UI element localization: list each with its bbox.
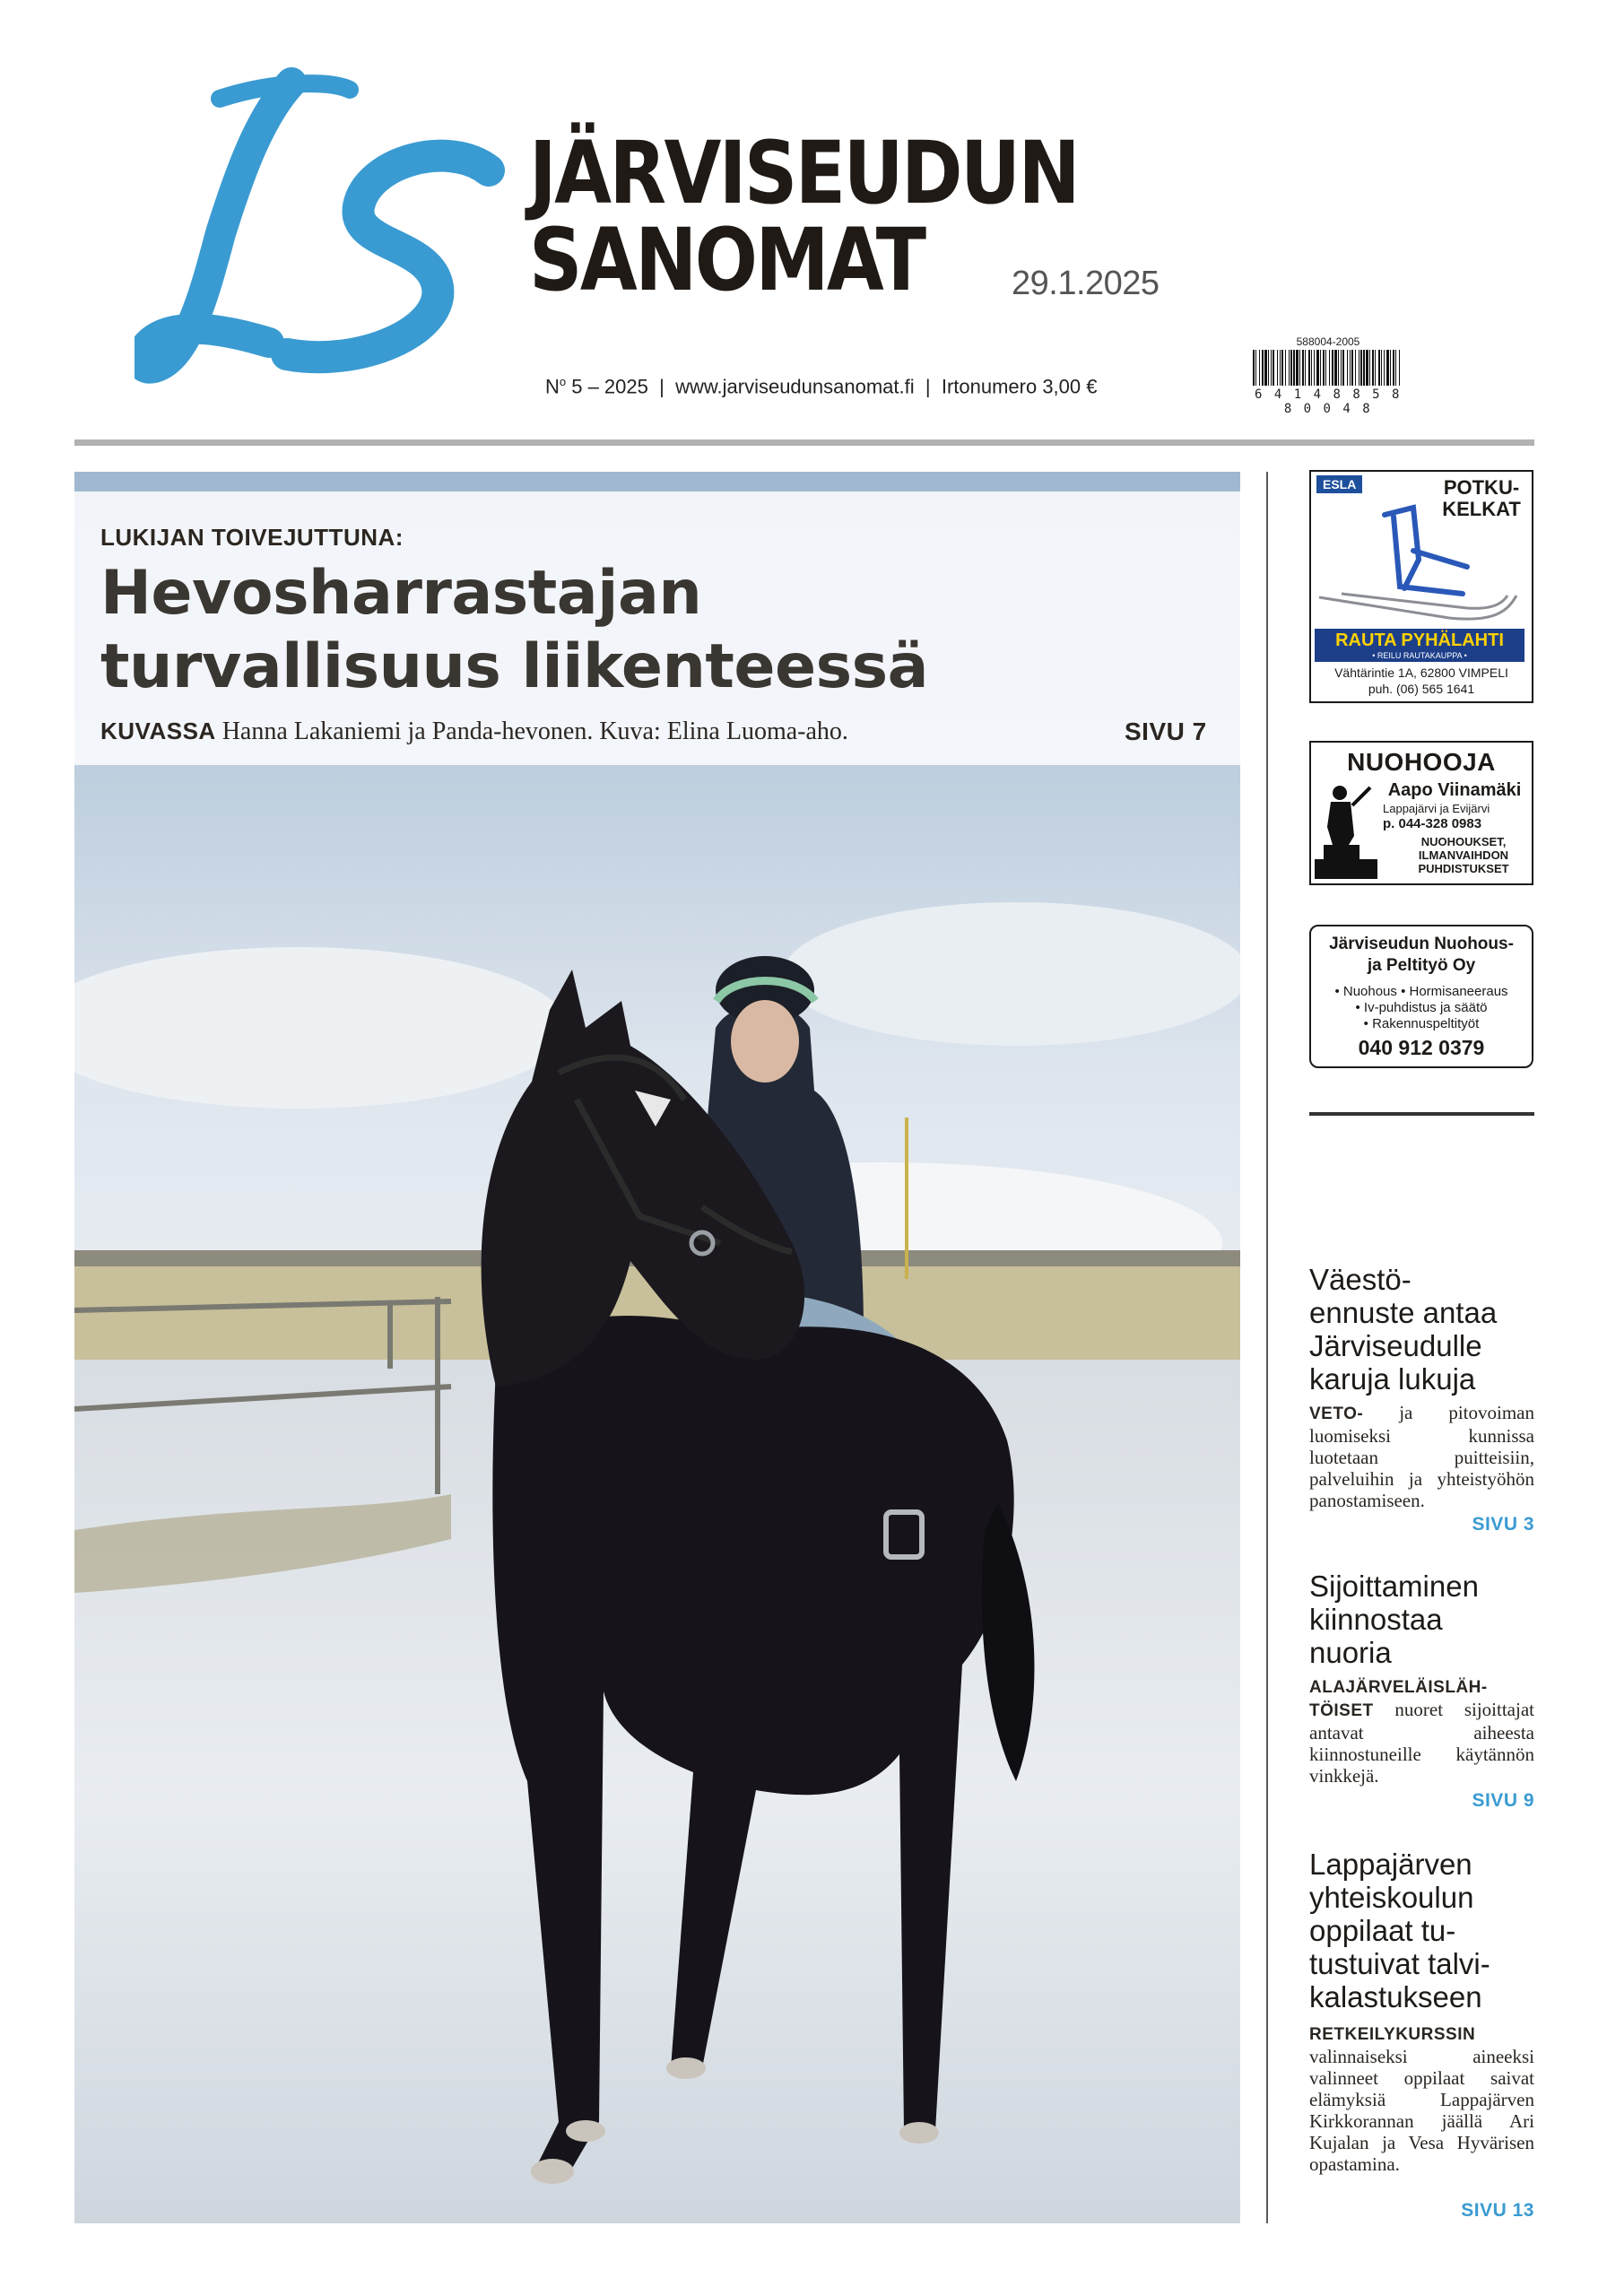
barcode-bar [1386, 350, 1389, 386]
ad3-service1: • Nuohous • Hormisaneeraus [1334, 984, 1508, 999]
side-story-3-title-line: tustuivat talvi- [1309, 1947, 1490, 1980]
masthead-name-line1: JÄRVISEUDUN [529, 123, 1078, 223]
barcode-bar [1375, 350, 1376, 386]
caption-label: KUVASSA [100, 718, 216, 744]
barcode-bar [1277, 350, 1278, 386]
barcode-bar [1372, 350, 1374, 386]
barcode-bar [1281, 350, 1283, 386]
side-story-3-title-line: oppilaat tu- [1309, 1914, 1456, 1947]
masthead-name-line2: SANOMAT [529, 210, 925, 310]
side-story-3-page-ref[interactable]: SIVU 13 [1461, 2200, 1534, 2221]
barcode-bar [1332, 350, 1333, 386]
ad2-name: Aapo Viinamäki [1387, 780, 1522, 800]
side-story-3-title[interactable] [1309, 1848, 1490, 2013]
barcode-bar [1299, 350, 1300, 386]
lead-headline[interactable] [100, 557, 1132, 704]
website-link[interactable]: www.jarviseudunsanomat.fi [675, 375, 915, 398]
barcode-bar [1255, 350, 1256, 386]
lead-kicker: LUKIJAN TOIVEJUTTUNA: [100, 524, 404, 551]
barcode-bar [1268, 350, 1269, 386]
side-story-2-text: nuoret sijoittajat antavat aiheesta kiinnostuneille käytännön vinkkejä. [1309, 1699, 1534, 1787]
side-story-3-title-line: kalastukseen [1309, 1980, 1482, 2013]
price: Irtonumero 3,00 € [941, 375, 1098, 398]
barcode-bar [1302, 350, 1304, 386]
barcode-bar [1293, 350, 1295, 386]
side-stories-rule [1309, 1112, 1534, 1116]
side-story-2-title-line: nuoria [1309, 1636, 1392, 1669]
barcode-bar [1323, 350, 1325, 386]
ad2-services [1397, 835, 1530, 875]
barcode-bar [1262, 350, 1264, 386]
side-story-1-title-line: Väestö- [1309, 1263, 1412, 1296]
side-story-3-lead-word: RETKEILYKURSSIN [1309, 2025, 1476, 2044]
barcode-bar [1366, 350, 1368, 386]
side-story-3-body [1309, 2022, 1534, 2175]
column-divider [1266, 472, 1268, 2223]
side-story-1-title-line: karuja lukuja [1309, 1362, 1476, 1396]
side-story-1-body [1309, 1402, 1534, 1511]
ad3-services [1311, 984, 1532, 1032]
barcode-bar [1355, 350, 1356, 386]
barcode-bar [1399, 350, 1400, 386]
barcode-bar [1329, 350, 1330, 386]
side-story-1-title-line: Järviseudulle [1309, 1329, 1482, 1362]
side-story-1-page-ref[interactable]: SIVU 3 [1472, 1514, 1534, 1535]
ad3-phone: 040 912 0379 [1358, 1036, 1485, 1059]
side-story-1-lead-word: VETO- [1309, 1405, 1364, 1423]
side-story-2-lead-word: ALAJÄRVELÄISLÄHTÖISET [1309, 1678, 1488, 1720]
barcode-bar [1384, 350, 1385, 386]
ad1-store-tag: • REILU RAUTAKAUPPA • [1315, 651, 1524, 662]
lead-page-ref[interactable]: SIVU 7 [1125, 718, 1207, 745]
esla-logo: ESLA [1316, 475, 1362, 493]
barcode-bar [1341, 350, 1342, 386]
ad1-title-line2: KELKAT [1442, 498, 1521, 520]
side-story-1-text: ja pitovoiman luomiseksi kunnissa luotetaan puitteisiin, palveluihin ja yhteistyöhön panostamiseen. [1309, 1402, 1534, 1511]
barcode-bar [1369, 350, 1370, 386]
barcode-bar [1308, 350, 1310, 386]
issue-number-prefix: N [545, 375, 560, 398]
barcode-bar [1305, 350, 1306, 386]
barcode-bar [1347, 350, 1348, 386]
barcode-bar [1290, 350, 1292, 386]
lead-headline-line2: turvallisuus liikenteessä [100, 631, 928, 702]
barcode-bar [1334, 350, 1337, 386]
ad2-service1: NUOHOUKSET, [1420, 835, 1507, 848]
barcode-bar [1320, 350, 1321, 386]
barcode-bar [1289, 350, 1290, 386]
barcode-icon [1253, 350, 1403, 386]
side-story-3-text: valinnaiseksi aineeksi valinneet oppilaat saivat elämyksiä Lappajärven Kirkkorannan jäällä Ari Kujalan ja Vesa Hyvärisen opastamina. [1309, 2046, 1534, 2175]
side-story-2-page-ref[interactable]: SIVU 9 [1472, 1790, 1534, 1811]
issue-number: 5 – 2025 [566, 375, 648, 398]
barcode-bar [1253, 350, 1255, 386]
issue-info-line [545, 375, 1098, 398]
ad3-title-line1: Järviseudun Nuohous- [1329, 935, 1514, 953]
barcode-bar [1314, 350, 1315, 386]
barcode-bar [1271, 350, 1272, 386]
barcode-bar [1311, 350, 1312, 386]
side-story-2-title[interactable] [1309, 1570, 1479, 1669]
side-story-2-body [1309, 1675, 1534, 1787]
lead-headline-line1: Hevosharrastajan [100, 558, 702, 629]
issue-date: 29.1.2025 [1012, 265, 1160, 302]
ad-potkukelkat[interactable] [1309, 470, 1533, 703]
barcode-bar [1316, 350, 1319, 386]
masthead-rule [74, 439, 1534, 446]
barcode-bar [1390, 350, 1391, 386]
issue-number-sup: o [559, 375, 567, 388]
ad3-title [1311, 934, 1532, 977]
barcode-bar [1280, 350, 1281, 386]
side-story-3-title-line: yhteiskoulun [1309, 1881, 1474, 1914]
side-story-3-title-line: Lappajärven [1309, 1848, 1472, 1881]
barcode-bar [1259, 350, 1260, 386]
barcode-number: 6 4 1 4 8 8 5 8 8 0 0 4 8 [1255, 387, 1402, 416]
photo-caption [100, 718, 848, 746]
js-logo[interactable] [135, 63, 520, 404]
ad1-store-name: RAUTA PYHÄLAHTI [1315, 629, 1524, 652]
barcode-bar [1285, 350, 1286, 386]
caption-text: Hanna Lakaniemi ja Panda-hevonen. Kuva: Elina Luoma-aho. [215, 718, 848, 745]
chimney-sweep-statue-icon [1315, 782, 1377, 879]
barcode-bar [1378, 350, 1380, 386]
barcode-bar [1264, 350, 1267, 386]
ad3-service2: • Iv-puhdistus ja säätö [1355, 1000, 1488, 1015]
ad1-phone: puh. (06) 565 1641 [1368, 682, 1475, 696]
barcode-bar [1381, 350, 1382, 386]
barcode-bar [1350, 350, 1351, 386]
ad2-phone: p. 044-328 0983 [1383, 816, 1482, 831]
kicksled-icon [1315, 497, 1526, 631]
side-story-1-title-line: ennuste antaa [1309, 1296, 1498, 1329]
barcode-bar [1393, 350, 1394, 386]
separator: | [659, 375, 665, 398]
side-story-2-title-line: Sijoittaminen [1309, 1570, 1479, 1603]
barcode-bar [1338, 350, 1339, 386]
ad1-address: Vähtärintie 1A, 62800 VIMPELI [1334, 665, 1508, 680]
barcode-bar [1325, 350, 1326, 386]
ad-nuohous-peltityo[interactable] [1309, 925, 1533, 1068]
barcode-bar [1360, 350, 1362, 386]
ad3-title-line2: ja Peltityö Oy [1367, 956, 1476, 975]
ad1-title-line1: POTKU- [1443, 476, 1520, 499]
barcode-bar [1273, 350, 1274, 386]
side-story-1-title[interactable] [1309, 1263, 1497, 1396]
barcode-code: 588004-2005 [1296, 335, 1360, 348]
barcode-bar [1363, 350, 1365, 386]
ad2-area: Lappajärvi ja Evijärvi [1383, 802, 1490, 815]
barcode-bar [1342, 350, 1344, 386]
ad2-service3: PUHDISTUKSET [1418, 862, 1509, 875]
barcode-bar [1296, 350, 1299, 386]
ad2-title: NUOHOOJA [1347, 748, 1496, 776]
barcode-bar [1395, 350, 1396, 386]
ad-nuohooja[interactable] [1309, 741, 1533, 885]
ad3-service3: • Rakennuspeltityöt [1363, 1016, 1480, 1031]
separator: | [925, 375, 931, 398]
barcode-bar [1351, 350, 1353, 386]
side-story-2-title-line: kiinnostaa [1309, 1603, 1443, 1636]
ad2-service2: ILMANVAIHDON [1418, 848, 1509, 862]
